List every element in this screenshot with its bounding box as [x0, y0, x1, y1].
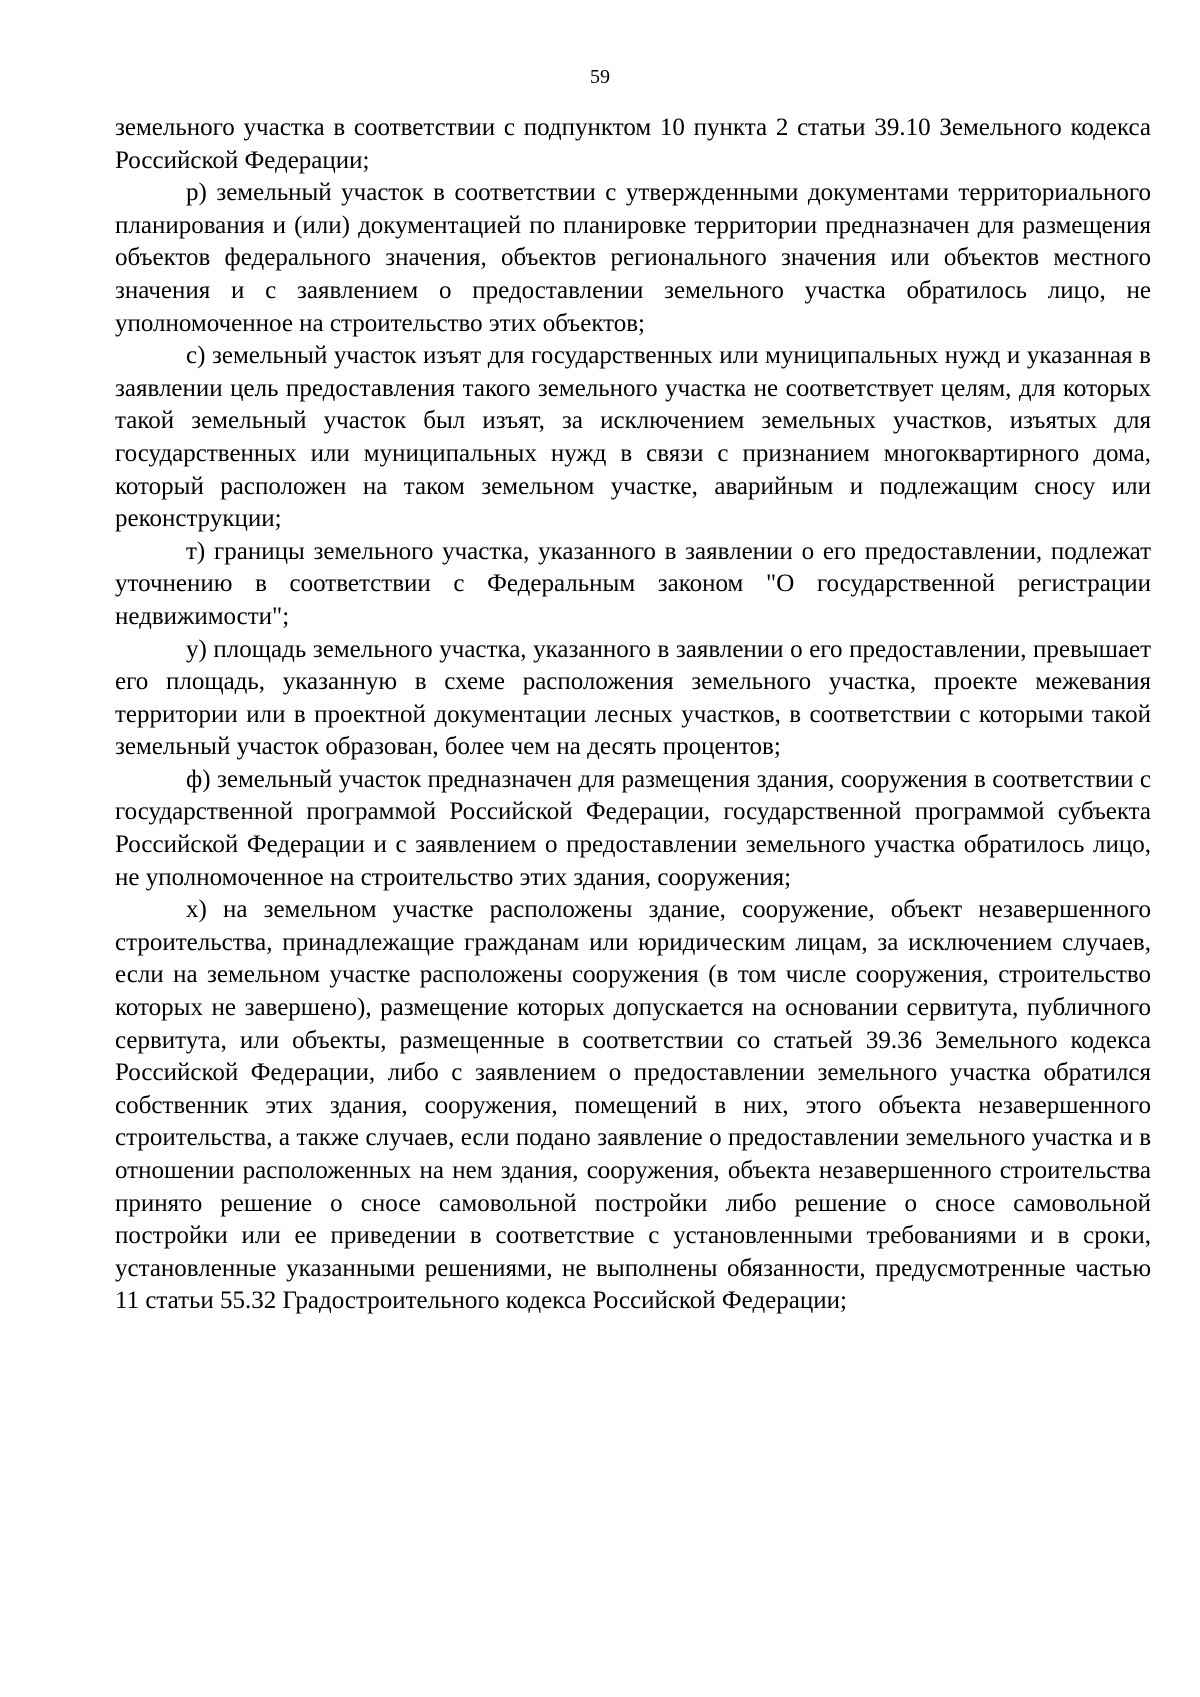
paragraph-item-t: т) границы земельного участка, указанного в заявлении о его предоставлении, подлежат уточнению в соответствии с Федеральным законом "О государственной регистрации недвижимости"; — [115, 537, 1151, 630]
paragraph-continuation: земельного участка в соответствии с подпунктом 10 пункта 2 статьи 39.10 Земельного кодекса Российской Федерации; — [115, 114, 1151, 174]
paragraph-item-r: р) земельный участок в соответствии с утвержденными документами территориального планирования и (или) документацией по планировке территории предназначен для размещения объектов федерального значения, объектов регионального значения или объектов местного значения и с заявлением о предоставлении земельного участка обратилось лицо, не уполномоченное на строительство этих объектов; — [115, 179, 1151, 337]
paragraph-item-u: у) площадь земельного участка, указанного в заявлении о его предоставлении, превышает его площадь, указанную в схеме расположения земельного участка, проекте межевания территории или в проектной документации лесных участков, в соответствии с которыми такой земельный участок образован, более чем на десять процентов; — [115, 635, 1151, 761]
page-number: 59 — [590, 66, 610, 88]
paragraph-item-f: ф) земельный участок предназначен для размещения здания, сооружения в соответствии с государственной программой Российской Федерации, государственной программой субъекта Российской Федерации и с заявлением о предоставлении земельного участка обратилось лицо, не уполномоченное на строительство этих здания, сооружения; — [115, 765, 1151, 891]
paragraph-item-kh: х) на земельном участке расположены здание, сооружение, объект незавершенного строительства, принадлежащие гражданам или юридическим лицам, за исключением случаев, если на земельном участке расположены сооружения (в том числе сооружения, строительство которых не завершено), размещение которых допускается на основании сервитута, публичного сервитута, или объекты, размещенные в соответствии со статьей 39.36 Земельного кодекса Российской Федерации, либо с заявлением о предоставлении земельного участка обратился собственник этих здания, сооружения, помещений в них, этого объекта незавершенного строительства, а также случаев, если подано заявление о предоставлении земельного участка и в отношении расположенных на нем здания, сооружения, объекта незавершенного строительства принято решение о сносе самовольной постройки либо решение о сносе самовольной постройки или ее приведении в соответствие с установленными требованиями и в сроки, установленные указанными решениями, не выполнены обязанности, предусмотренные частью 11 статьи 55.32 Градостроительного кодекса Российской Федерации; — [115, 896, 1151, 1315]
document-body — [115, 112, 1151, 1318]
paragraph-item-s: с) земельный участок изъят для государственных или муниципальных нужд и указанная в заявлении цель предоставления такого земельного участка не соответствует целям, для которых такой земельный участок был изъят, за исключением земельных участков, изъятых для государственных или муниципальных нужд в связи с признанием многоквартирного дома, который расположен на таком земельном участке, аварийным и подлежащим сносу или реконструкции; — [115, 342, 1151, 533]
